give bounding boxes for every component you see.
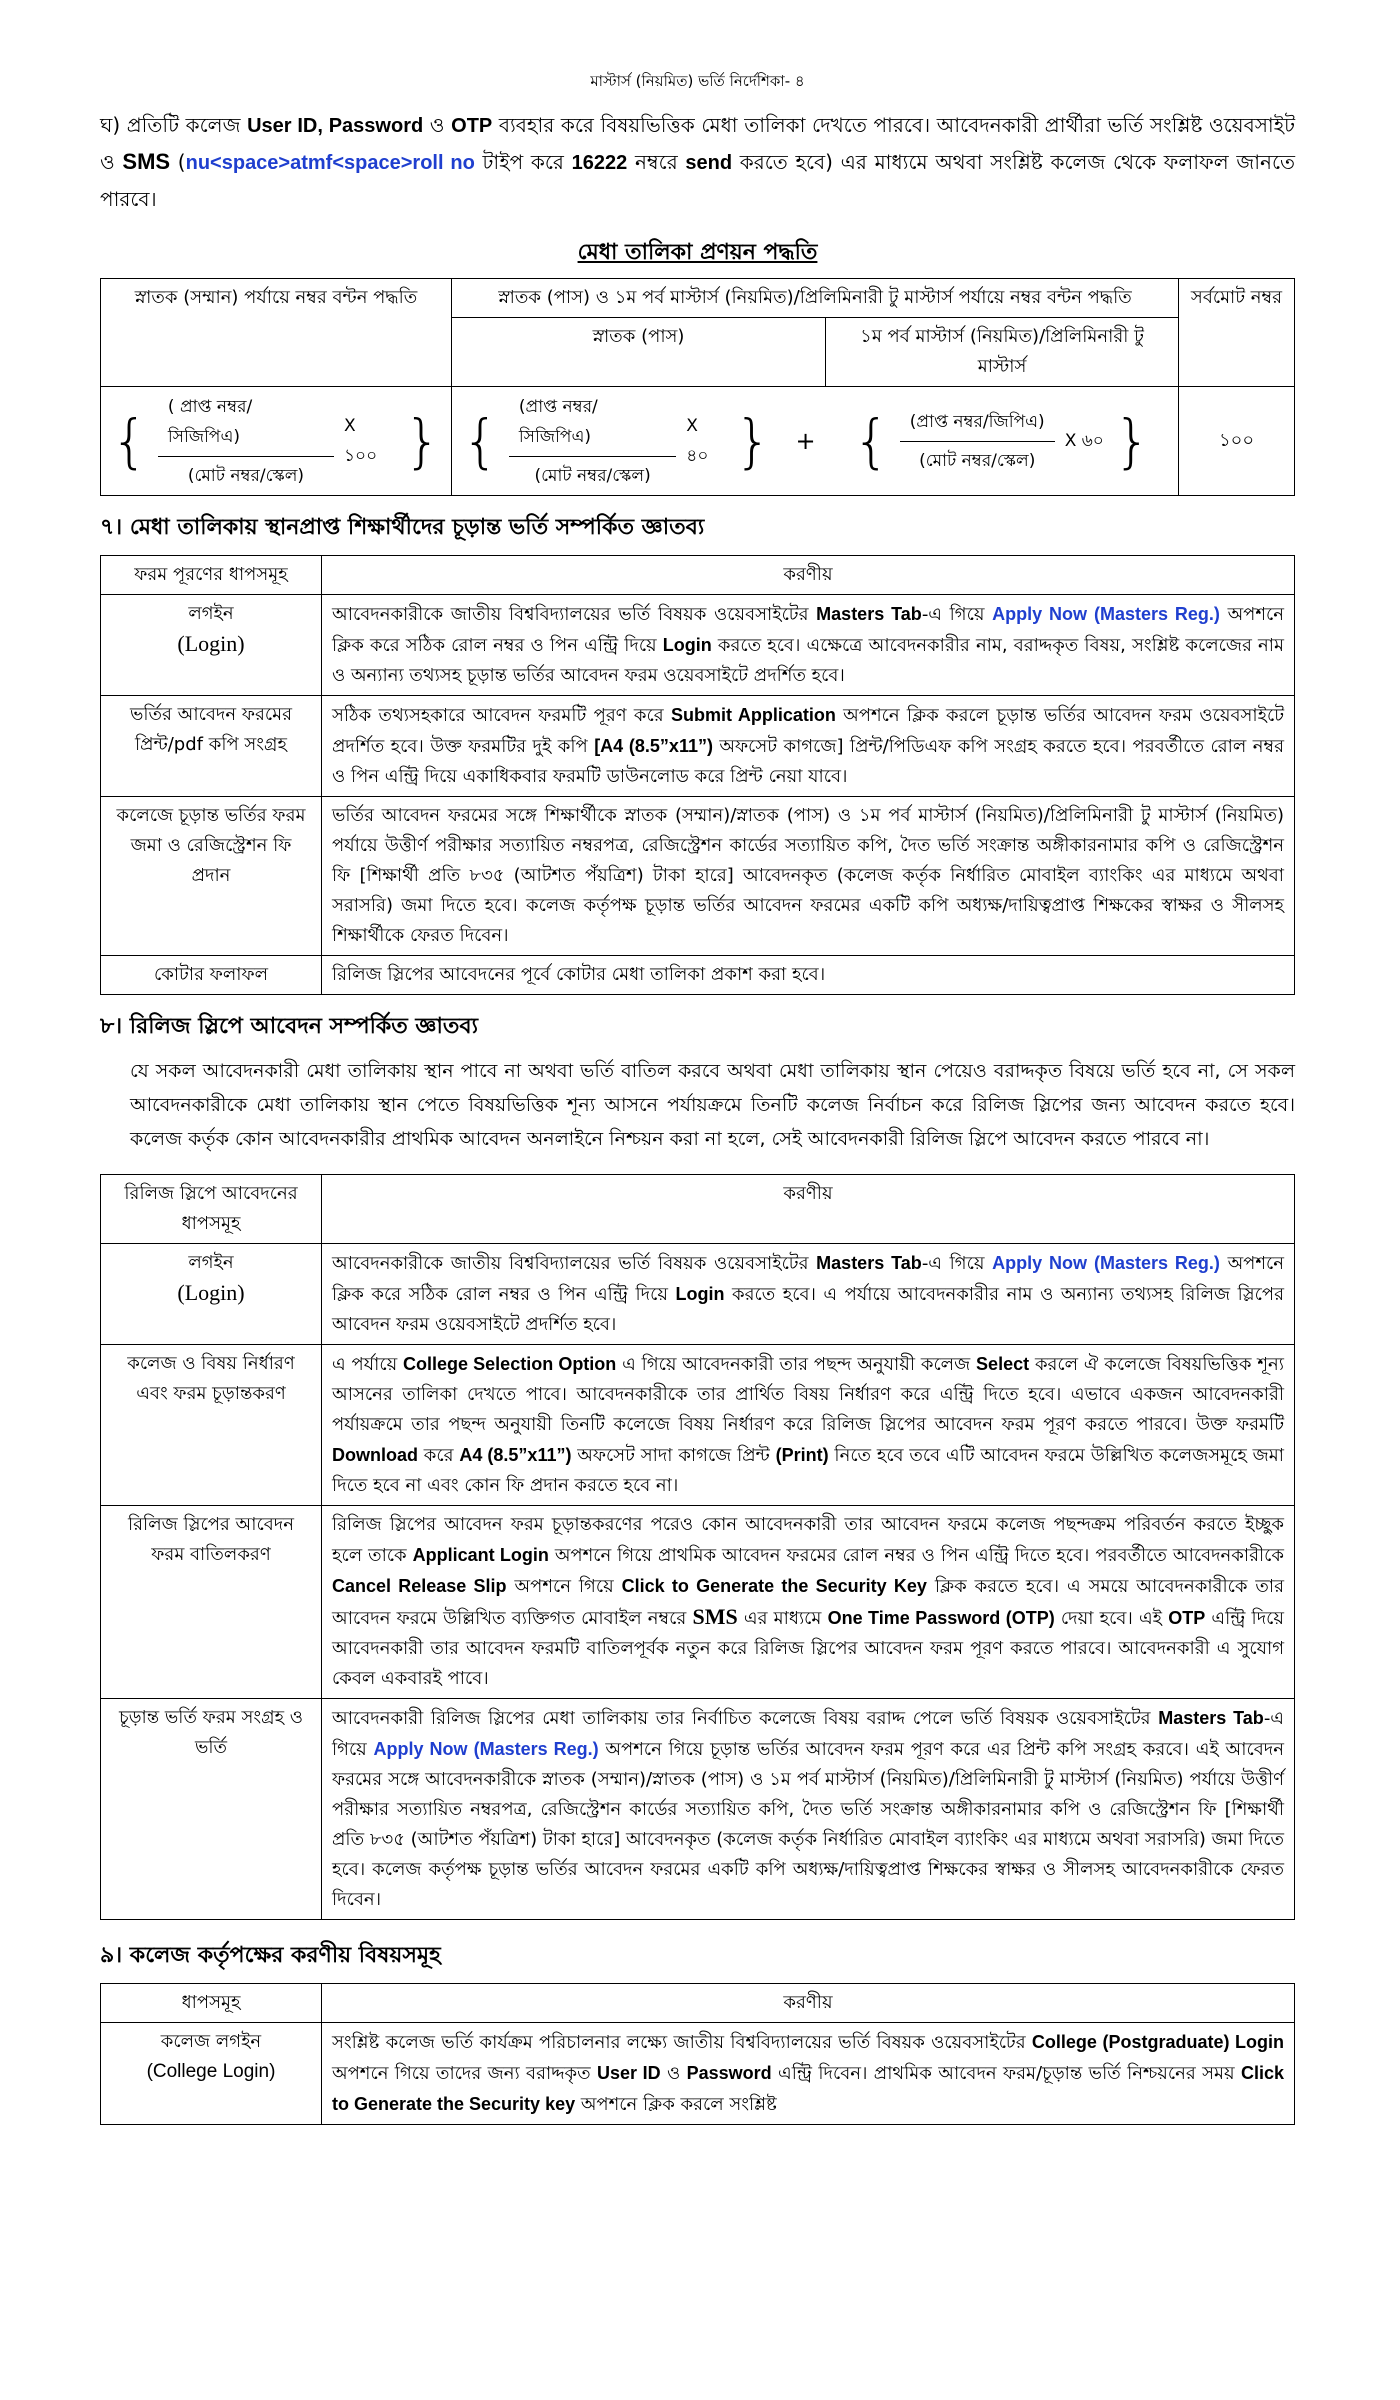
merit-col-pass: স্নাতক (পাস) ও ১ম পর্ব মাস্টার্স (নিয়মিত)/প্রিলিমিনারী টু মাস্টার্স পর্যায়ে নম্বর বন্টন পদ্ধতি (452, 279, 1179, 318)
paragraph-gha: ঘ) প্রতিটি কলেজ User ID, Password ও OTP ব্যবহার করে বিষয়ভিত্তিক মেধা তালিকা দেখতে পারবে। আবেদনকারী প্রার্থীরা ভর্তি সংশ্লিষ্ট ওয়েবসাইট ও SMS (nu<space>atmf<space>roll no টাইপ করে 16222 নম্বরে send করতে হবে) এর মাধ্যমে অথবা সংশ্লিষ্ট কলেজ থেকে ফলাফল জানতে পারবে। (100, 113, 1296, 211)
merit-col-total: সর্বমোট নম্বর (1179, 279, 1295, 387)
table-row (101, 595, 1295, 696)
sec7-step-submit: কলেজে চূড়ান্ত ভর্তির ফরম জমা ও রেজিস্ট্রেশন ফি প্রদান (101, 797, 322, 956)
merit-col-honours: স্নাতক (সম্মান) পর্যায়ে নম্বর বন্টন পদ্ধতি (101, 279, 452, 387)
section-9-title: ৯। কলেজ কর্তৃপক্ষের করণীয় বিষয়সমূহ (100, 1943, 441, 1968)
sec7-action-submit: ভর্তির আবেদন ফরমের সঙ্গে শিক্ষার্থীকে স্নাতক (সম্মান)/স্নাতক (পাস) ও ১ম পর্ব মাস্টার্স (নিয়মিত)/প্রিলিমিনারী টু মাস্টার্স (নিয়মিত) পর্যায়ে উত্তীর্ণ পরীক্ষার সত্যায়িত নম্বরপত্র, রেজিস্ট্রেশন কার্ডের সত্যায়িত কপি, দৈত ভর্তি সংক্রান্ত অঙ্গীকারনামার কপি ও রেজিস্ট্রেশন ফি [শিক্ষার্থী প্রতি ৮৩৫ (আটশত পঁয়ত্রিশ) টাকা হারে] আবেদনকৃত (কলেজ কর্তৃক নির্ধারিত মোবাইল ব্যাংকিং এর মাধ্যমে অথবা সরাসরি) জমা দিতে হবে। কলেজ কর্তৃপক্ষ চূড়ান্ত ভর্তির আবেদন ফরমের একটি কপি অধ্যক্ষ/দায়িত্বপ্রাপ্ত শিক্ষকের স্বাক্ষর ও সীলসহ শিক্ষার্থীকে ফেরত দিবেন। (322, 797, 1295, 956)
formula-masters: { $\frac{\text{(প্রাপ্ত নম্বর/জিপিএ)}}{\text{(মোট নম্বর/স্কেল)}}$ X ৬০ } (826, 387, 1179, 496)
sec8-step-cancel: রিলিজ স্লিপের আবেদন ফরম বাতিলকরণ (101, 1506, 322, 1699)
section-7-title: ৭। মেধা তালিকায় স্থানপ্রাপ্ত শিক্ষার্থীদের চূড়ান্ত ভর্তি সম্পর্কিত জ্ঞাতব্য (100, 515, 705, 540)
sec7-action-quota: রিলিজ স্লিপের আবেদনের পূর্বে কোটার মেধা তালিকা প্রকাশ করা হবে। (322, 956, 1295, 995)
sec8-step-login: লগইন (Login) (101, 1244, 322, 1345)
sec8-step-final: চূড়ান্ত ভর্তি ফরম সংগ্রহ ও ভর্তি (101, 1699, 322, 1920)
sec7-header-steps: ফরম পূরণের ধাপসমূহ (101, 556, 322, 595)
page-header: মাস্টার্স (নিয়মিত) ভর্তি নির্দেশিকা- ৪ (590, 72, 805, 90)
sec9-header-steps: ধাপসমূহ (101, 1984, 322, 2023)
section-7-table (100, 555, 1295, 995)
merit-sub-pass: স্নাতক (পাস) (452, 318, 826, 387)
table-row (101, 1506, 1295, 1699)
section-9-table (100, 1983, 1295, 2125)
formula-pass: { $\frac{\text{(প্রাপ্ত নম্বর/সিজিপিএ)}}{\text{(মোট নম্বর/স্কেল)}}$ X ৪০ } + (452, 387, 826, 496)
sec8-action-login: আবেদনকারীকে জাতীয় বিশ্ববিদ্যালয়ের ভর্তি বিষয়ক ওয়েবসাইটের Masters Tab-এ গিয়ে Apply Now (Masters Reg.) অপশনে ক্লিক করে সঠিক রোল নম্বর ও পিন এন্ট্রি দিয়ে Login করতে হবে। এ পর্যায়ে আবেদনকারীর নাম ও অন্যান্য তথ্যসহ রিলিজ স্লিপের আবেদন ফরম ওয়েবসাইটে প্রদর্শিত হবে। (322, 1244, 1295, 1345)
sec9-action-college-login: সংশ্লিষ্ট কলেজ ভর্তি কার্যক্রম পরিচালনার লক্ষ্যে জাতীয় বিশ্ববিদ্যালয়ের ভর্তি বিষয়ক ওয়েবসাইটের College (Postgraduate) Login অপশনে গিয়ে তাদের জন্য বরাদ্দকৃত User ID ও Password এন্ট্রি দিবেন। প্রাথমিক আবেদন ফরম/চূড়ান্ত ভর্তি নিশ্চয়নের সময় Click to Generate the Security key অপশনে ক্লিক করলে সংশ্লিষ্ট (322, 2023, 1295, 2125)
table-row (101, 797, 1295, 956)
sec7-action-login: আবেদনকারীকে জাতীয় বিশ্ববিদ্যালয়ের ভর্তি বিষয়ক ওয়েবসাইটের Masters Tab-এ গিয়ে Apply Now (Masters Reg.) অপশনে ক্লিক করে সঠিক রোল নম্বর ও পিন এন্ট্রি দিয়ে Login করতে হবে। এক্ষেত্রে আবেদনকারীর নাম, বরাদ্দকৃত বিষয়, সংশ্লিষ্ট কলেজের নাম ও অন্যান্য তথ্যসহ চূড়ান্ত ভর্তির আবেদন ফরম ওয়েবসাইটে প্রদর্শিত হবে। (322, 595, 1295, 696)
section-8-table (100, 1174, 1295, 1920)
sec7-step-login: লগইন (Login) (101, 595, 322, 696)
merit-method-table (100, 278, 1295, 496)
sec9-header-actions: করণীয় (322, 1984, 1295, 2023)
formula-honours: { $\frac{\text{( প্রাপ্ত নম্বর/সিজিপিএ)}}{\text{(মোট নম্বর/স্কেল)}}$ X ১০০ } (101, 387, 452, 496)
sec8-action-college-select: এ পর্যায়ে College Selection Option এ গিয়ে আবেদনকারী তার পছন্দ অনুযায়ী কলেজ Select করলে ঐ কলেজে বিষয়ভিত্তিক শূন্য আসনের তালিকা দেখতে পাবে। আবেদনকারীকে তার প্রার্থিত বিষয় নির্ধারণ করে এন্ট্রি দিতে হবে। এভাবে একজন আবেদনকারী পর্যায়ক্রমে তার পছন্দ অনুযায়ী তিনটি কলেজে বিষয় নির্ধারণ করে রিলিজ স্লিপের আবেদন ফরম পূরণ করতে পারবে। উক্ত ফরমটি Download করে A4 (8.5”x11”) অফসেট সাদা কাগজে প্রিন্ট (Print) নিতে হবে তবে এটি আবেদন ফরমে উল্লিখিত কলেজসমূহে জমা দিতে হবে না এবং কোন ফি প্রদান করতে হবে না। (322, 1345, 1295, 1506)
merit-sub-masters: ১ম পর্ব মাস্টার্স (নিয়মিত)/প্রিলিমিনারী টু মাস্টার্স (826, 318, 1179, 387)
table-row (101, 1345, 1295, 1506)
sec7-step-print: ভর্তির আবেদন ফরমের প্রিন্ট/pdf কপি সংগ্রহ (101, 696, 322, 797)
sec7-action-print: সঠিক তথ্যসহকারে আবেদন ফরমটি পূরণ করে Submit Application অপশনে ক্লিক করলে চূড়ান্ত ভর্তির আবেদন ফরম ওয়েবসাইটে প্রদর্শিত হবে। উক্ত ফরমটির দুই কপি [A4 (8.5”x11”) অফসেট কাগজে] প্রিন্ট/পিডিএফ কপি সংগ্রহ করতে হবে। পরবর্তীতে রোল নম্বর ও পিন এন্ট্রি দিয়ে একাধিকবার ফরমটি ডাউনলোড করে প্রিন্ট নেয়া যাবে। (322, 696, 1295, 797)
merit-method-title: মেধা তালিকা প্রণয়ন পদ্ধতি (577, 240, 818, 265)
sec9-step-college-login: কলেজ লগইন (College Login) (101, 2023, 322, 2125)
sec8-action-final: আবেদনকারী রিলিজ স্লিপের মেধা তালিকায় তার নির্বাচিত কলেজে বিষয় বরাদ্দ পেলে ভর্তি বিষয়ক ওয়েবসাইটের Masters Tab-এ গিয়ে Apply Now (Masters Reg.) অপশনে গিয়ে চূড়ান্ত ভর্তির আবেদন ফরম পূরণ করে এর প্রিন্ট কপি সংগ্রহ করবে। এই আবেদন ফরমের সঙ্গে আবেদনকারীকে স্নাতক (সম্মান)/স্নাতক (পাস) ও ১ম পর্ব মাস্টার্স (নিয়মিত)/প্রিলিমিনারী টু মাস্টার্স (নিয়মিত) পর্যায়ে উত্তীর্ণ পরীক্ষার সত্যায়িত নম্বরপত্র, রেজিস্ট্রেশন কার্ডের সত্যায়িত কপি, দৈত ভর্তি সংক্রান্ত অঙ্গীকারনামার কপি ও রেজিস্ট্রেশন ফি [শিক্ষার্থী প্রতি ৮৩৫ (আটশত পঁয়ত্রিশ) টাকা হারে] আবেদনকৃত (কলেজ কর্তৃক নির্ধারিত মোবাইল ব্যাংকিং এর মাধ্যমে অথবা সরাসরি) জমা দিতে হবে। কলেজ কর্তৃপক্ষ চূড়ান্ত ভর্তির আবেদন ফরমের একটি কপি অধ্যক্ষ/দায়িত্বপ্রাপ্ত শিক্ষকের স্বাক্ষর ও সীলসহ আবেদনকারীকে ফেরত দিবেন। (322, 1699, 1295, 1920)
table-row (101, 2023, 1295, 2125)
table-row (101, 696, 1295, 797)
sec8-header-steps: রিলিজ স্লিপে আবেদনের ধাপসমূহ (101, 1175, 322, 1244)
section-8-title: ৮। রিলিজ স্লিপে আবেদন সম্পর্কিত জ্ঞাতব্য (100, 1014, 478, 1039)
sec8-header-actions: করণীয় (322, 1175, 1295, 1244)
sec8-action-cancel: রিলিজ স্লিপের আবেদন ফরম চূড়ান্তকরণের পরেও কোন আবেদনকারী তার আবেদন ফরমে কলেজ পছন্দক্রম পরিবর্তন করতে ইচ্ছুক হলে তাকে Applicant Login অপশনে গিয়ে প্রাথমিক আবেদন ফরমের রোল নম্বর ও পিন এন্ট্রি দিতে হবে। পরবর্তীতে আবেদনকারীকে Cancel Release Slip অপশনে গিয়ে Click to Generate the Security Key ক্লিক করতে হবে। এ সময়ে আবেদনকারীকে তার আবেদন ফরমে উল্লিখিত ব্যক্তিগত মোবাইল নম্বরে SMS এর মাধ্যমে One Time Password (OTP) দেয়া হবে। এই OTP এন্ট্রি দিয়ে আবেদনকারী তার আবেদন ফরমটি বাতিলপূর্বক নতুন করে রিলিজ স্লিপের আবেদন ফরম পূরণ করতে পারবে। আবেদনকারী এ সুযোগ কেবল একবারই পাবে। (322, 1506, 1295, 1699)
section-8-intro: যে সকল আবেদনকারী মেধা তালিকায় স্থান পাবে না অথবা ভর্তি বাতিল করবে অথবা মেধা তালিকায় স্থান পেয়েও বরাদ্দকৃত বিষয়ে ভর্তি হবে না, সে সকল আবেদনকারীকে মেধা তালিকায় স্থান পেতে বিষয়ভিত্তিক শূন্য আসনে পর্যায়ক্রমে তিনটি কলেজ নির্বাচন করে রিলিজ স্লিপের জন্য আবেদন করতে হবে। কলেজ কর্তৃক কোন আবেদনকারীর প্রাথমিক আবেদন অনলাইনে নিশ্চয়ন করা না হলে, সেই আবেদনকারী রিলিজ স্লিপে আবেদন করতে পারবে না। (130, 1060, 1295, 1150)
sec7-step-quota: কোটার ফলাফল (101, 956, 322, 995)
table-row (101, 1699, 1295, 1920)
sec7-header-actions: করণীয় (322, 556, 1295, 595)
table-row (101, 1244, 1295, 1345)
table-row (101, 956, 1295, 995)
sec8-step-college-select: কলেজ ও বিষয় নির্ধারণ এবং ফরম চূড়ান্তকরণ (101, 1345, 322, 1506)
formula-total: ১০০ (1179, 387, 1295, 496)
